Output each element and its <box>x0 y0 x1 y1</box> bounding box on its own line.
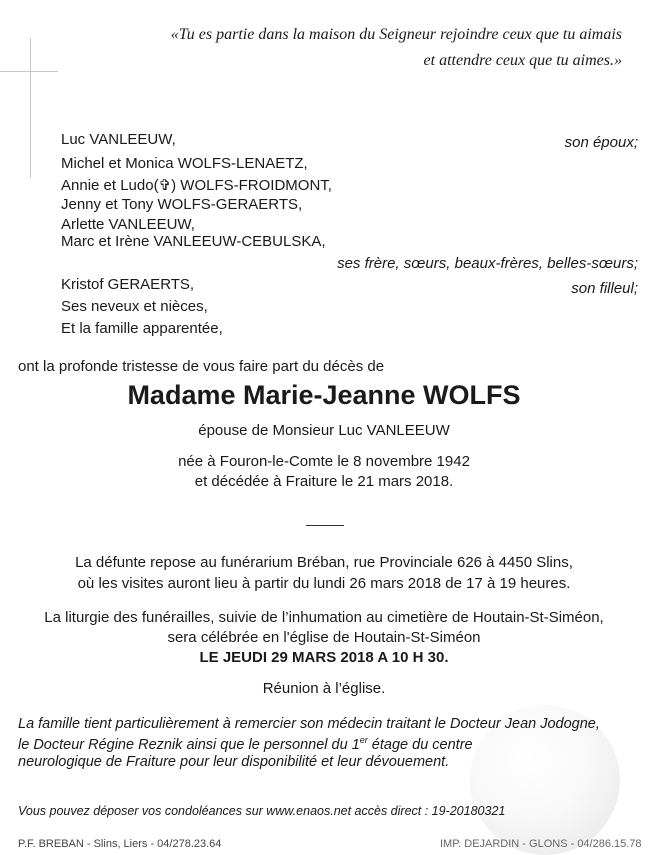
condolences-line: Vous pouvez déposer vos condoléances sur www.enaos.net accès direct : 19-20180321 <box>18 804 506 818</box>
family-member: Annie et Ludo(✞) WOLFS-FROIDMONT, <box>61 177 332 194</box>
footer-printer: IMP. DEJARDIN - GLONS - 04/286.15.78 <box>440 838 642 850</box>
death-line: et décédée à Fraiture le 21 mars 2018. <box>194 473 454 490</box>
family-role: ses frère, sœurs, beaux-frères, belles-sœurs; <box>337 255 638 272</box>
quote-line-1: «Tu es partie dans la maison du Seigneur rejoindre ceux que tu aimais <box>170 26 622 43</box>
family-member: Ses neveux et nièces, <box>61 298 208 315</box>
thanks-line-2: le Docteur Régine Reznik ainsi que le personnel du 1er étage du centre <box>18 735 473 753</box>
church-line: sera célébrée en l'église de Houtain-St-Siméon <box>167 629 481 646</box>
cross-icon-bar <box>0 71 58 72</box>
liturgy-line: La liturgie des funérailles, suivie de l’inhumation au cimetière de Houtain-St-Siméon, <box>44 609 604 626</box>
funeral-date: LE JEUDI 29 MARS 2018 A 10 H 30. <box>199 649 449 666</box>
thanks-line-1: La famille tient particulièrement à remercier son médecin traitant le Docteur Jean Jodogne, <box>18 716 600 732</box>
visits-line: où les visites auront lieu à partir du lundi 26 mars 2018 de 17 à 19 heures. <box>77 575 571 592</box>
birth-line: née à Fouron-le-Comte le 8 novembre 1942 <box>178 453 470 470</box>
quote-line-2: et attendre ceux que tu aimes.» <box>423 52 622 69</box>
funeral-home-line: La défunte repose au funérarium Bréban, rue Provinciale 626 à 4450 Slins, <box>75 554 573 571</box>
family-role: son époux; <box>564 134 638 151</box>
family-member: Arlette VANLEEUW, <box>61 216 195 233</box>
family-member: Kristof GERAERTS, <box>61 276 195 293</box>
footer-funeral-home: P.F. BREBAN - Slins, Liers - 04/278.23.64 <box>18 838 222 850</box>
spouse-line: épouse de Monsieur Luc VANLEEUW <box>198 422 450 439</box>
family-member: Jenny et Tony WOLFS-GERAERTS, <box>61 196 303 213</box>
family-member: Luc VANLEEUW, <box>61 131 176 148</box>
reunion-line: Réunion à l’église. <box>262 680 386 697</box>
thanks-line-3: neurologique de Fraiture pour leur disponibilité et leur dévouement. <box>18 754 450 770</box>
family-member: Et la famille apparentée, <box>61 320 223 337</box>
family-member: Michel et Monica WOLFS-LENAETZ, <box>61 155 308 172</box>
family-member: Marc et Irène VANLEEUW-CEBULSKA, <box>61 233 326 250</box>
announcement-intro: ont la profonde tristesse de vous faire part du décès de <box>18 358 385 375</box>
divider <box>306 525 344 526</box>
cross-icon <box>30 38 31 178</box>
family-role: son filleul; <box>571 280 638 297</box>
deceased-name: Madame Marie-Jeanne WOLFS <box>127 380 521 410</box>
